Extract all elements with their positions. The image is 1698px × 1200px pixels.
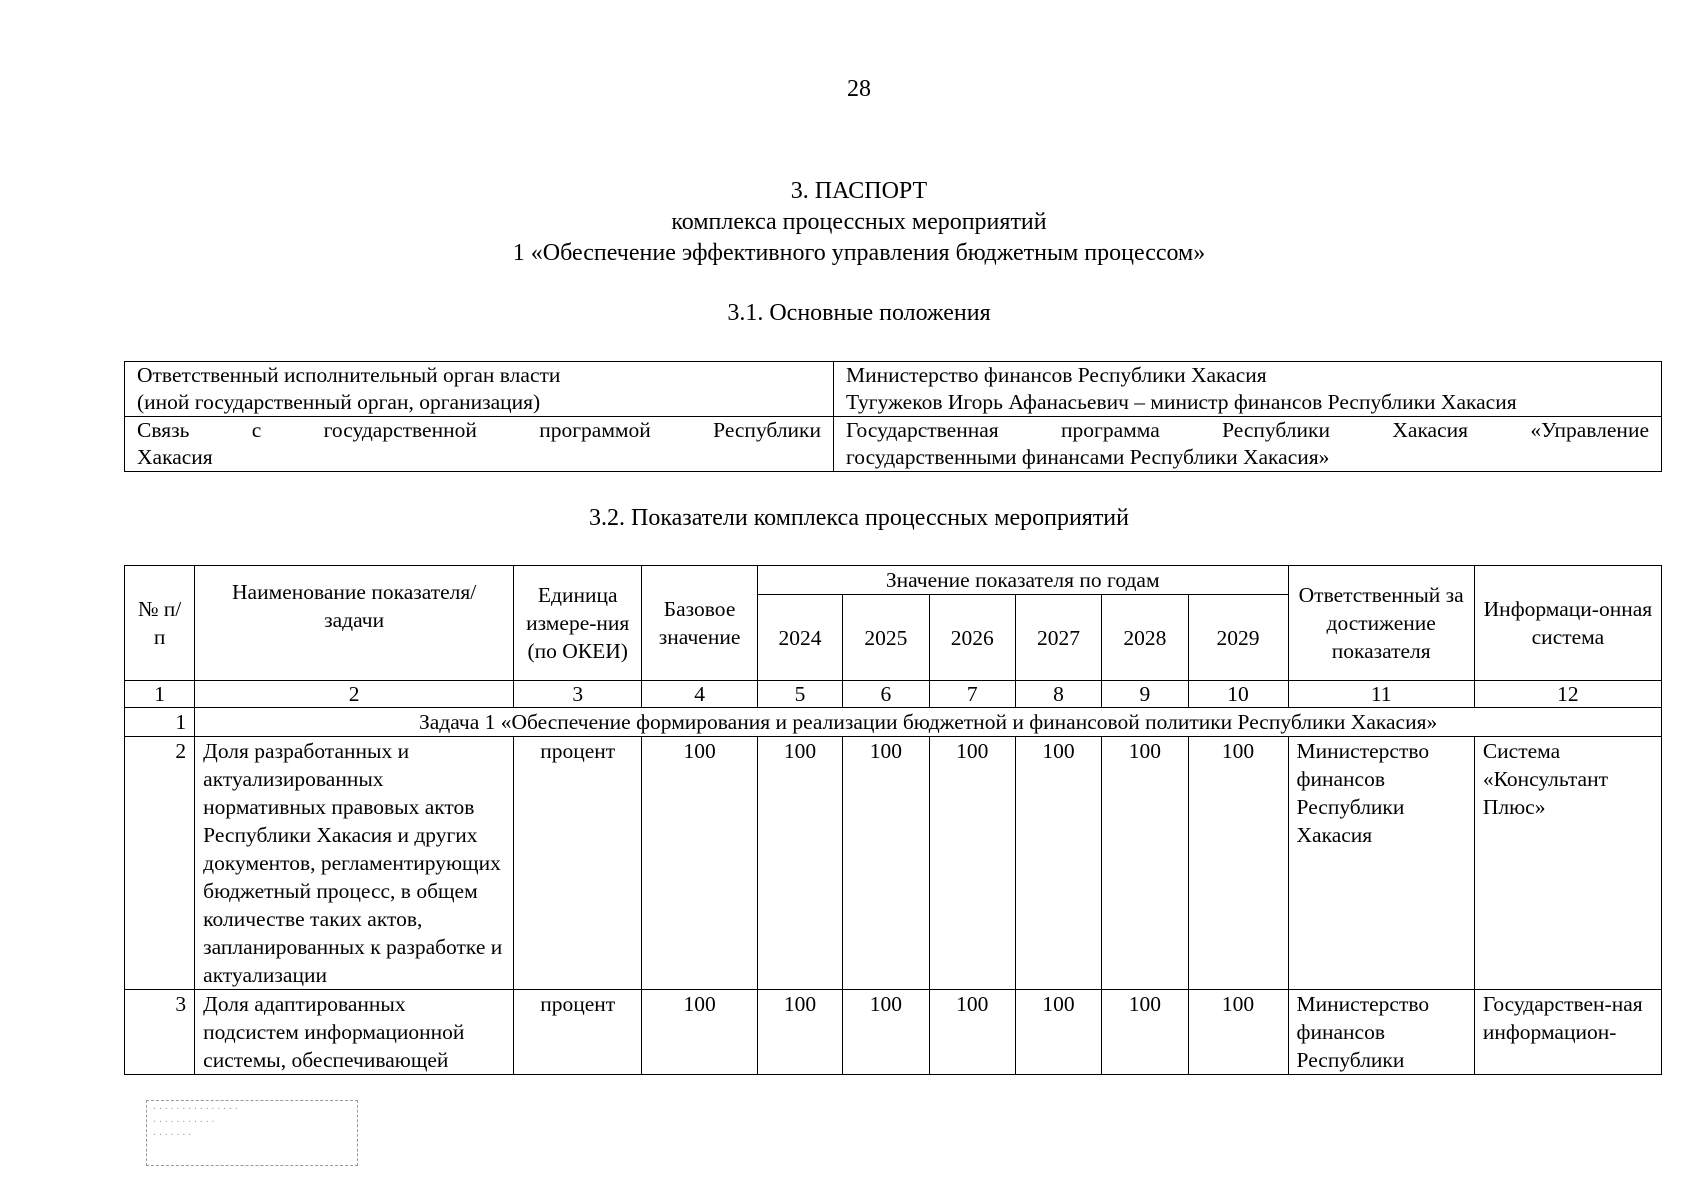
column-number: 3	[514, 681, 642, 708]
label-cell	[125, 362, 834, 417]
stamp-line: · · · · · · ·	[153, 1130, 192, 1141]
unit-cell: процент	[514, 737, 642, 990]
indicator-name-text: Доля адаптированных подсистем информационной системы, обеспечивающей	[203, 992, 465, 1072]
column-number: 7	[929, 681, 1015, 708]
indicator-name	[195, 990, 514, 1075]
basic-provisions-table	[124, 361, 1662, 472]
responsible-text: Министерство финансов Республики	[1296, 992, 1430, 1072]
value-2027: 100	[1015, 737, 1101, 990]
header-year: 2024	[757, 595, 842, 681]
value-line: Министерство финансов Республики Хакасия	[846, 363, 1267, 387]
value-2027: 100	[1015, 990, 1101, 1075]
info-system-text: Государствен-ная информацион-	[1482, 992, 1643, 1044]
heading-line-1: 3. ПАСПОРТ	[790, 178, 928, 204]
header-base: Базовое значение	[642, 566, 758, 681]
column-number: 1	[125, 681, 195, 708]
indicator-name: Доля разработанных и актуализированных нормативных правовых актов Республики Хакасия и других документов, регламентирующих бюджетный процесс, в общем количестве таких актов, запланированных к разработке и актуализации	[195, 737, 514, 990]
passport-heading	[0, 176, 1698, 269]
value-2029: 100	[1188, 990, 1288, 1075]
column-number: 2	[195, 681, 514, 708]
info-system-cell	[1474, 990, 1661, 1075]
header-row	[125, 566, 1662, 595]
indicators-table	[124, 565, 1662, 1075]
column-numbers-row	[125, 681, 1662, 708]
stamp-line: · · · · · · · · · · ·	[153, 1117, 215, 1128]
value-line: Тугужеков Игорь Афанасьевич – министр финансов Республики Хакасия	[846, 390, 1517, 414]
label-line: (иной государственный орган, организация)	[137, 390, 541, 414]
value-2026: 100	[929, 990, 1015, 1075]
column-number: 5	[757, 681, 842, 708]
label-line: Хакасия	[137, 445, 213, 469]
task-num: 1	[125, 708, 195, 737]
section-32-title: 3.2. Показатели комплекса процессных мероприятий	[588, 505, 1129, 531]
label-line: Ответственный исполнительный орган власти	[137, 363, 561, 387]
header-responsible: Ответственный за достижение показателя	[1288, 566, 1474, 681]
header-year: 2026	[929, 595, 1015, 681]
header-year: 2027	[1015, 595, 1101, 681]
value-2029: 100	[1188, 737, 1288, 990]
row-num: 2	[125, 737, 195, 990]
label-cell	[125, 417, 834, 472]
header-unit: Единица измере-ния (по ОКЕИ)	[514, 566, 642, 681]
header-year: 2029	[1188, 595, 1288, 681]
value-2028: 100	[1102, 737, 1188, 990]
unit-cell: процент	[514, 990, 642, 1075]
approval-stamp	[146, 1100, 358, 1166]
header-num: № п/п	[125, 566, 195, 681]
value-2026: 100	[929, 737, 1015, 990]
responsible-cell	[1288, 990, 1474, 1075]
header-years-group: Значение показателя по годам	[757, 566, 1288, 595]
header-info-system: Информаци-онная система	[1474, 566, 1661, 681]
task-text: Задача 1 «Обеспечение формирования и реализации бюджетной и финансовой политики Республики Хакасия»	[195, 708, 1662, 737]
row-num: 3	[125, 990, 195, 1075]
stamp-line: · · · · · · · · · · · · · · ·	[153, 1104, 238, 1115]
column-number: 12	[1474, 681, 1661, 708]
base-value: 100	[642, 737, 758, 990]
heading-line-2: комплекса процессных мероприятий	[671, 209, 1047, 235]
column-number: 9	[1102, 681, 1188, 708]
task-row	[125, 708, 1662, 737]
label-line: Связь с государственной программой Республики	[137, 418, 821, 442]
value-cell	[834, 417, 1662, 472]
column-number: 4	[642, 681, 758, 708]
section-31-title: 3.1. Основные положения	[727, 300, 991, 326]
page-number: 28	[847, 76, 871, 102]
value-2024: 100	[757, 990, 842, 1075]
info-system-cell: Система «Консультант Плюс»	[1474, 737, 1661, 990]
column-number: 11	[1288, 681, 1474, 708]
column-number: 10	[1188, 681, 1288, 708]
value-cell	[834, 362, 1662, 417]
value-2025: 100	[843, 990, 929, 1075]
column-number: 8	[1015, 681, 1101, 708]
base-value: 100	[642, 990, 758, 1075]
table-row	[125, 990, 1662, 1075]
table-row	[125, 417, 1662, 472]
table-row	[125, 737, 1662, 990]
heading-line-3: 1 «Обеспечение эффективного управления бюджетным процессом»	[512, 240, 1206, 266]
value-2024: 100	[757, 737, 842, 990]
value-2028: 100	[1102, 990, 1188, 1075]
value-2025: 100	[843, 737, 929, 990]
value-line: государственными финансами Республики Хакасия»	[846, 445, 1330, 469]
header-name: Наименование показателя/ задачи	[195, 566, 514, 681]
value-line: Государственная программа Республики Хакасия «Управление	[846, 418, 1649, 442]
responsible-cell: Министерство финансов Республики Хакасия	[1288, 737, 1474, 990]
column-number: 6	[843, 681, 929, 708]
table-row	[125, 362, 1662, 417]
header-year: 2028	[1102, 595, 1188, 681]
header-year: 2025	[843, 595, 929, 681]
